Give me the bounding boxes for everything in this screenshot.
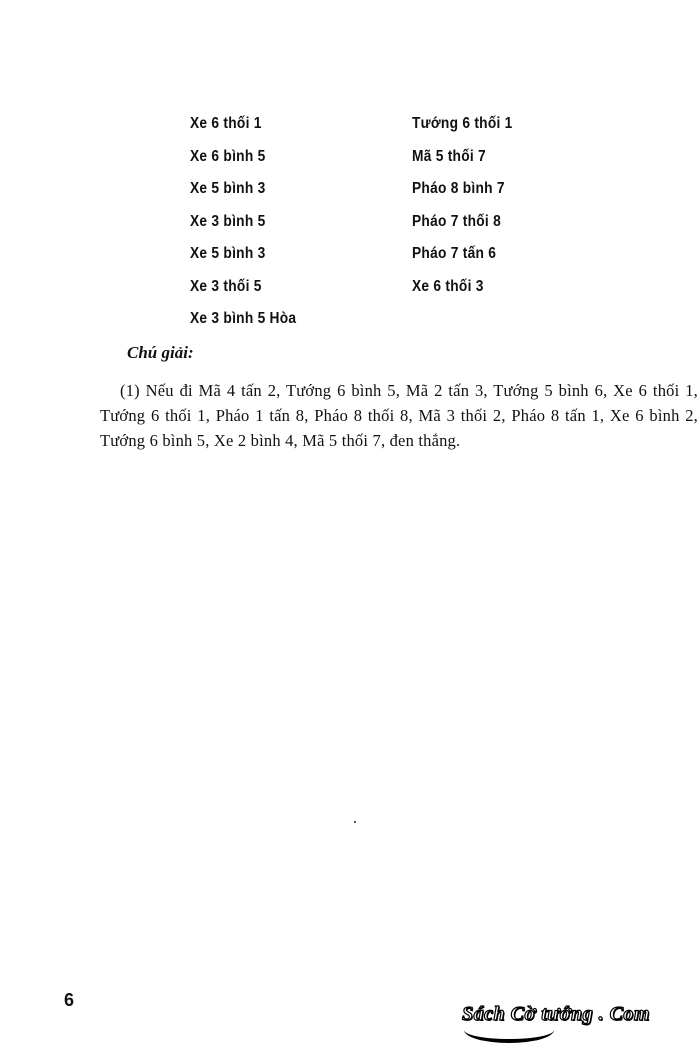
notes-paragraph: (1) Nếu đi Mã 4 tấn 2, Tướng 6 bình 5, Mã 2 tấn 3, Tướng 5 bình 6, Xe 6 thối 1, Tướng 6 thối 1, Pháo 1 tấn 8, Pháo 8 thối 8, Mã 3 thối 2, Pháo 8 tấn 1, Xe 6 bình 2, Tướng 6 bình 5, Xe 2 bình 4, Mã 5 thối 7, đen thắng. xyxy=(100,381,698,450)
move-left-1: Xe 6 thối 1 xyxy=(190,115,262,132)
move-left-3: Xe 5 bình 3 xyxy=(190,180,266,197)
move-left-4: Xe 3 bình 5 xyxy=(190,212,266,230)
notes-heading: Chú giải: xyxy=(127,343,194,362)
swirl-decoration-icon xyxy=(464,1017,554,1043)
move-right-1: Tướng 6 thối 1 xyxy=(412,115,513,132)
move-left-6: Xe 3 thối 5 xyxy=(190,277,262,295)
move-left-7: Xe 3 bình 5 Hòa xyxy=(190,310,297,327)
watermark-logo xyxy=(462,1003,650,1026)
page-number: 6 xyxy=(64,990,75,1010)
move-left-5: Xe 5 bình 3 xyxy=(190,245,266,262)
move-right-3: Pháo 8 bình 7 xyxy=(412,180,505,197)
move-right-6: Xe 6 thối 3 xyxy=(412,277,484,295)
move-column-left xyxy=(190,110,314,338)
move-left-2: Xe 6 bình 5 xyxy=(190,147,266,165)
scan-speck xyxy=(354,821,356,823)
watermark-text: Sách Cờ tướng . Com xyxy=(462,1003,650,1025)
move-right-2: Mã 5 thối 7 xyxy=(412,147,486,165)
move-right-5: Pháo 7 tấn 6 xyxy=(412,245,497,262)
move-right-4: Pháo 7 thối 8 xyxy=(412,212,501,230)
move-column-right xyxy=(412,110,529,305)
